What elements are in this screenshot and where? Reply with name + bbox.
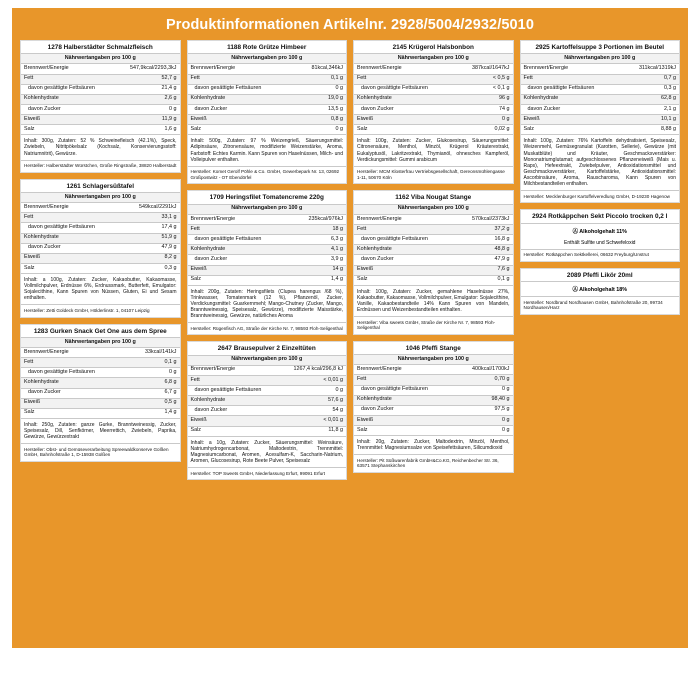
row-label: Brennwert/Energie: [521, 64, 623, 74]
nutrition-table: [21, 192, 180, 273]
manufacturer-text: Hersteller: Pit Süßwarenfabrik GmbH&Co.KG, Reichenbecher Str. 36, 63571 Stephanskirchen: [354, 454, 513, 472]
row-value: 2,6 g: [115, 94, 179, 104]
row-label: Fett: [354, 74, 455, 84]
ingredients-text: Inhalt: a 10g, Zutaten: Zucker, Säuerungsmittel: Weinsäure, Natriumhydrogencarbonat, Maltodextrin, Trennmittel: Magnesiumcarbonat, Aromen, Acesulfam-K, Saccharin-Natrium, Aromen, Glucosesirup, Rote Beete Pulver, Speisesalz: [188, 436, 347, 467]
product-card-1261: [20, 179, 181, 318]
row-value: 96 g: [455, 94, 512, 104]
row-label: davon gesättigte Fettsäuren: [21, 368, 128, 378]
row-value: 33kcal/141kJ: [128, 348, 180, 358]
row-value: 0,3 g: [622, 84, 679, 94]
nutrition-subhead: Nährwertangaben pro 100 g: [21, 337, 180, 347]
nutrition-table: [354, 53, 513, 134]
row-label: davon Zucker: [354, 104, 455, 114]
manufacturer-text: Hersteller: Komet Gerolf Pöhle & Co. GmbH, Gewerbepark Nr. 13, 02692 Großpostwitz - OT Ebendörfel: [188, 166, 347, 184]
product-card-2924: [520, 209, 681, 261]
row-label: Kohlenhydrate: [21, 233, 122, 243]
row-label: Kohlenhydrate: [188, 396, 280, 406]
row-value: 2,1 g: [622, 104, 679, 114]
row-value: 0,1 g: [455, 275, 512, 285]
row-label: Kohlenhydrate: [188, 94, 295, 104]
row-value: 6,8 g: [128, 378, 180, 388]
ingredients-text: Inhalt: 300g, Zutaten: 52 % Schweinefleisch (42.1%), Speck, Zwiebeln, Nitritpökelsalz (Kochsalz, Konservierungsstoff: Natriumnitrit), Gewürze.: [21, 134, 180, 159]
row-value: 97,5 g: [455, 405, 512, 415]
row-label: davon Zucker: [521, 104, 623, 114]
row-value: 57,6 g: [280, 396, 346, 406]
row-label: Brennwert/Energie: [354, 64, 455, 74]
row-value: 62,8 g: [622, 94, 679, 104]
product-card-2089: [520, 268, 681, 315]
card-title: 1046 Pfeffi Stange: [405, 344, 461, 352]
allergen-note: Enthält Sulfite und Schwefeloxid: [564, 239, 636, 246]
product-card-1046: [353, 341, 514, 473]
ingredients-text: Inhalt: 250g, Zutaten: ganze Gurke, Branntweinessig, Zucker, Speisesalz, Dill, Senfkörner, Meerrettich, Zwiebeln, Paprika, Gewürze, Gewürzextrakt: [21, 418, 180, 443]
row-value: 17,4 g: [122, 223, 179, 233]
row-label: Fett: [521, 74, 623, 84]
row-label: Fett: [188, 375, 280, 385]
row-label: Fett: [21, 74, 115, 84]
row-label: davon gesättigte Fettsäuren: [21, 223, 122, 233]
card-title: 2925 Kartoffelsuppe 3 Portionen im Beutel: [535, 44, 665, 51]
row-value: 549kcal/2291kJ: [122, 203, 179, 213]
row-label: Salz: [521, 125, 623, 135]
product-card-2647: [187, 341, 348, 480]
row-label: Eiweiß: [521, 115, 623, 125]
row-label: Salz: [354, 275, 455, 285]
nutrition-subhead: Nährwertangaben pro 100 g: [188, 54, 347, 64]
row-label: Salz: [188, 125, 295, 135]
row-value: 387kcal/1647kJ: [455, 64, 512, 74]
nutrition-subhead: Nährwertangaben pro 100 g: [188, 204, 347, 214]
ingredients-text: Inhalt: 500g, Zutaten: 97 % Weizengrieß, Säuerungsmittel: Adipinsäure, Zitronensäure, modifizierte Weizenstärke, Aroma, Farbstoff: Echtes Karmin. Kann Spuren von Haselnüssen, Milch- und Volleipulver enthalten.: [188, 134, 347, 165]
nutrition-subhead: Nährwertangaben pro 100 g: [21, 193, 180, 203]
row-label: davon gesättigte Fettsäuren: [354, 385, 455, 395]
nutrition-subhead: Nährwertangaben pro 100 g: [354, 204, 513, 214]
row-value: 1267,4 kcal/296,8 kJ: [280, 365, 346, 375]
row-value: 18 g: [291, 225, 346, 235]
row-label: Fett: [188, 225, 292, 235]
card-title: 2924 Rotkäppchen Sekt Piccolo trocken 0,2 l: [532, 213, 668, 221]
row-value: 6,3 g: [291, 235, 346, 245]
ingredients-text: Inhalt: 20g, Zutaten: Zucker, Maltodextrin, Minzöl, Menthol, Trennmittel: Magnesiumsalze von Speisefettsäuren, Silicumdioxid: [354, 435, 513, 454]
row-label: Brennwert/Energie: [354, 214, 455, 224]
row-value: 0,02 g: [455, 125, 512, 135]
row-label: Eiweiß: [21, 398, 128, 408]
manufacturer-text: Hersteller: Nordbrand Nordhausen GmbH, Bahnhofstraße 20, 99734 Nordhausen/Harz: [521, 296, 680, 314]
row-label: Brennwert/Energie: [354, 365, 455, 375]
row-value: 52,7 g: [115, 74, 179, 84]
nutrition-table: [354, 354, 513, 435]
row-value: 51,9 g: [122, 233, 179, 243]
manufacturer-text: Hersteller: TOP Sweets GmbH, Niederlassung Erfurt, 99091 Erfurt: [188, 467, 347, 479]
ingredients-text: Inhalt: 200g, Zutaten: Heringsfilets (Clupea harengus /68 %), Trinkwasser, Tomatenmark (12 %), Pflanzenöl, Zucker, Verdickungsmittel: Guarkernmehl; Mango-Chutney (Zucker, Mango, Branntweinessig, Speisesalz, Gewürze), modifizierte Maisstärke, Branntweinessig, Gewürze, natürliches Aroma: [188, 285, 347, 322]
row-value: 0 g: [115, 104, 179, 114]
nutrition-subhead: Nährwertangaben pro 100 g: [354, 355, 513, 365]
product-card-1162: [353, 190, 514, 334]
product-card-1188: [187, 40, 348, 184]
row-value: 11,8 g: [280, 426, 346, 436]
row-label: Fett: [21, 358, 128, 368]
manufacturer-text: Hersteller: Mecklenburger Kartoffelveredlung GmbH, D-19230 Hagenow: [521, 190, 680, 202]
card-title: 1709 Heringsfilet Tomatencreme 220g: [209, 194, 324, 202]
row-value: 235kcal/976kJ: [291, 214, 346, 224]
row-label: Eiweiß: [188, 265, 292, 275]
row-value: 0 g: [294, 125, 346, 135]
row-value: 0 g: [128, 368, 180, 378]
row-value: 0,8 g: [294, 115, 346, 125]
column-2: [187, 40, 348, 480]
nutrition-subhead: Nährwertangaben pro 100 g: [354, 54, 513, 64]
alcohol-content: Ⓐ Alkoholgehalt 18%: [521, 281, 680, 296]
row-label: Salz: [21, 125, 115, 135]
card-title: 2145 Krügerol Halsbonbon: [392, 44, 474, 51]
row-value: 547,9kcal/2293,3kJ: [115, 64, 179, 74]
card-columns: [20, 40, 680, 480]
row-label: davon Zucker: [188, 104, 295, 114]
row-label: Kohlenhydrate: [521, 94, 623, 104]
row-label: davon gesättigte Fettsäuren: [188, 235, 292, 245]
row-value: 0 g: [455, 415, 512, 425]
row-value: 0 g: [280, 386, 346, 396]
row-label: Salz: [188, 426, 280, 436]
manufacturer-text: Hersteller: Obst- und Gemüseverarbeitung Spreewaldkonserve Golßen GmbH, Bahnhofstraße 1, D-15938 Golßen: [21, 443, 180, 461]
row-label: davon gesättigte Fettsäuren: [521, 84, 623, 94]
nutrition-table: [188, 355, 347, 436]
row-value: < 0,1 g: [455, 84, 512, 94]
row-value: 14 g: [291, 265, 346, 275]
product-card-1283: [20, 324, 181, 462]
row-value: 13,5 g: [294, 104, 346, 114]
row-value: 81kcal,346kJ: [294, 64, 346, 74]
product-card-1278: [20, 40, 181, 173]
row-label: Brennwert/Energie: [21, 348, 128, 358]
row-value: 33,1 g: [122, 213, 179, 223]
row-value: 48,8 g: [455, 245, 512, 255]
manufacturer-text: Hersteller: Rügenfisch AG, Straße der Kirche Nr. 7, 98593 Floh-Seligenthal: [188, 322, 347, 334]
nutrition-table: [21, 53, 180, 134]
row-label: Fett: [188, 74, 295, 84]
nutrition-table: [521, 53, 680, 134]
row-value: 0,5 g: [128, 398, 180, 408]
orange-panel: [12, 8, 688, 648]
row-label: Eiweiß: [21, 115, 115, 125]
row-value: < 0,5 g: [455, 74, 512, 84]
row-label: Kohlenhydrate: [354, 395, 455, 405]
row-value: 0 g: [455, 385, 512, 395]
row-value: 0,1 g: [294, 74, 346, 84]
row-label: Eiweiß: [188, 416, 280, 426]
row-label: Salz: [354, 426, 455, 436]
row-label: Kohlenhydrate: [21, 94, 115, 104]
row-label: Fett: [354, 225, 455, 235]
row-label: Fett: [354, 375, 455, 385]
row-label: Kohlenhydrate: [354, 245, 455, 255]
nutrition-table: [21, 337, 180, 418]
ingredients-text: Inhalt: 100g, Zutaten: Zucker, gemahlene Haselnüsse 27%, Kakaobutter, Kakaomasse, Vollmilchpulver, Emulgator: Sojalecithine, Vanille, Kakaobestandteile 14% Kann Spuren von Mandeln, Erdnüssen und Weizenbestandteilen enthalten.: [354, 285, 513, 316]
row-label: Eiweiß: [188, 115, 295, 125]
nutrition-table: [188, 204, 347, 285]
row-value: 8,88 g: [622, 125, 679, 135]
row-value: 0,70 g: [455, 375, 512, 385]
ingredients-text: Inhalt: 100g, Zutaten: 76% Kartoffeln dehydratisiert, Speisesalz, Weizenmehl, Gemüsegranulat (Karotten, Sellerie), Gewürze (mit Muskatblüte) und Kräuter, Geschmacksverstärker: Mononatriumglutamat; aufgeschlossenes Pflanzeneiweiß (Mais u. Raps), Hefeextrakt, Zwiebelpulver, Antioxidationsmittel und Geschmacksverstärker, Kartoffelstärke, Antioxidationsmittel: Ascorbinsäure, Aroma, Rauscharoma, Kann Spuren von Milchbestandteilen enthalten.: [521, 134, 680, 190]
row-value: 7,6 g: [455, 265, 512, 275]
row-label: Salz: [21, 263, 122, 273]
card-title: 2647 Brausepulver 2 Einzeltüten: [217, 345, 316, 353]
nutrition-subhead: Nährwertangaben pro 100 g: [521, 54, 680, 64]
row-value: 1,4 g: [128, 408, 180, 418]
row-value: 0 g: [294, 84, 346, 94]
row-label: davon Zucker: [354, 255, 455, 265]
row-label: Eiweiß: [354, 415, 455, 425]
nutrition-table: [188, 53, 347, 134]
row-value: 3,9 g: [291, 255, 346, 265]
row-label: Salz: [21, 408, 128, 418]
nutrition-subhead: Nährwertangaben pro 100 g: [21, 54, 180, 64]
manufacturer-text: Hersteller: Halberstädter Würstchen, Große Ringstraße, 38820 Halberstadt: [21, 160, 180, 172]
card-title: 1188 Rote Grütze Himbeer: [227, 44, 307, 51]
column-1: [20, 40, 181, 462]
row-value: 11,9 g: [115, 115, 179, 125]
nutrition-table: [354, 204, 513, 285]
row-value: 4,1 g: [291, 245, 346, 255]
row-value: 6,7 g: [128, 388, 180, 398]
manufacturer-text: Hersteller: Rotkäppchen Sektkellerei, 06632 Freyburg/Unstrut: [521, 249, 680, 261]
column-4: [520, 40, 681, 315]
row-label: Kohlenhydrate: [188, 245, 292, 255]
ingredients-text: Inhalt: a 100g, Zutaten: Zucker, Kakaobutter, Kakaomasse, Vollmilchpulver, Erdnüsse 6%, Erdnussmark, Butterfett, Emulgator: Sojalecithine, Kann Spuren von Nüssen, Gluten, Ei und Sesam enthalten.: [21, 273, 180, 304]
row-value: 0,3 g: [122, 263, 179, 273]
row-value: < 0,01 g: [280, 416, 346, 426]
row-value: 0,1 g: [128, 358, 180, 368]
row-label: davon gesättigte Fettsäuren: [188, 386, 280, 396]
row-label: davon Zucker: [21, 388, 128, 398]
alcohol-content: Ⓐ Alkoholgehalt 11%: [521, 223, 680, 238]
row-value: 47,9 g: [455, 255, 512, 265]
row-value: < 0,01 g: [280, 375, 346, 385]
row-label: Brennwert/Energie: [21, 64, 115, 74]
row-value: 98,40 g: [455, 395, 512, 405]
row-value: 1,6 g: [115, 125, 179, 135]
row-label: davon Zucker: [188, 406, 280, 416]
row-value: 47,9 g: [122, 243, 179, 253]
row-label: davon Zucker: [21, 243, 122, 253]
product-card-1709: [187, 190, 348, 335]
row-label: Brennwert/Energie: [188, 365, 280, 375]
ingredients-text: Inhalt: 100g, Zutaten: Zucker, Glukosesirup, Säuerungsmittel: Citronensäure, Menthol, Minzöl, Krügerol Kräuterextrakt, Eukalyptusöl, Lakritzextrakt, Thymianöl, ohnesches Kampferöl, Verdickungsmittel: Gummi arabicum: [354, 134, 513, 165]
card-title: 1278 Halberstädter Schmalzfleisch: [47, 44, 153, 51]
row-label: Kohlenhydrate: [354, 94, 455, 104]
row-value: 8,2 g: [122, 253, 179, 263]
row-label: davon gesättigte Fettsäuren: [354, 84, 455, 94]
manufacturer-text: Hersteller: Zetti Goldeck GmbH, Hölderlinstr. 1, 04107 Leipzig: [21, 304, 180, 316]
row-value: 10,1 g: [622, 115, 679, 125]
card-title: 2089 Pfeffi Likör 20ml: [566, 271, 633, 279]
row-label: Fett: [21, 213, 122, 223]
row-value: 0 g: [455, 115, 512, 125]
row-label: davon Zucker: [354, 405, 455, 415]
row-label: Salz: [354, 125, 455, 135]
card-title: 1261 Schlagersüßtafel: [66, 182, 134, 190]
row-value: 54 g: [280, 406, 346, 416]
manufacturer-text: Hersteller: MCM Klosterfrau Vertriebsgesellschaft, Gereonsmühlengasse 1-11, 50670 Köln: [354, 166, 513, 184]
row-label: Salz: [188, 275, 292, 285]
row-label: davon gesättigte Fettsäuren: [188, 84, 295, 94]
row-value: 311kcal/1319kJ: [622, 64, 679, 74]
row-value: 16,8 g: [455, 235, 512, 245]
product-card-2145: [353, 40, 514, 184]
row-value: 74 g: [455, 104, 512, 114]
row-label: Brennwert/Energie: [188, 214, 292, 224]
nutrition-subhead: Nährwertangaben pro 100 g: [188, 355, 347, 365]
row-label: davon gesättigte Fettsäuren: [21, 84, 115, 94]
row-label: Eiweiß: [354, 265, 455, 275]
row-value: 37,2 g: [455, 225, 512, 235]
row-value: 21,4 g: [115, 84, 179, 94]
row-label: Eiweiß: [21, 253, 122, 263]
row-value: 400kcal/1700kJ: [455, 365, 512, 375]
row-value: 1,4 g: [291, 275, 346, 285]
row-value: 19,0 g: [294, 94, 346, 104]
page-footer-space: [0, 656, 700, 700]
card-title: 1162 Viba Nougat Stange: [395, 194, 472, 202]
row-label: Eiweiß: [354, 115, 455, 125]
row-label: Brennwert/Energie: [21, 203, 122, 213]
row-value: 570kcal/2373kJ: [455, 214, 512, 224]
card-title: 1283 Gurken Snack Get One aus dem Spree: [33, 327, 167, 335]
manufacturer-text: Hersteller: Viba sweets GmbH, Straße der Kirche Nr. 7, 98593 Floh-Seligenthal: [354, 316, 513, 334]
row-label: davon Zucker: [188, 255, 292, 265]
row-value: 0 g: [455, 426, 512, 436]
row-label: davon Zucker: [21, 104, 115, 114]
column-3: [353, 40, 514, 473]
row-value: 0,7 g: [622, 74, 679, 84]
row-label: Kohlenhydrate: [21, 378, 128, 388]
page-title: Produktinformationen Artikelnr. 2928/5004/2932/5010: [165, 17, 535, 33]
row-label: davon gesättigte Fettsäuren: [354, 235, 455, 245]
row-label: Brennwert/Energie: [188, 64, 295, 74]
product-card-2925: [520, 40, 681, 203]
